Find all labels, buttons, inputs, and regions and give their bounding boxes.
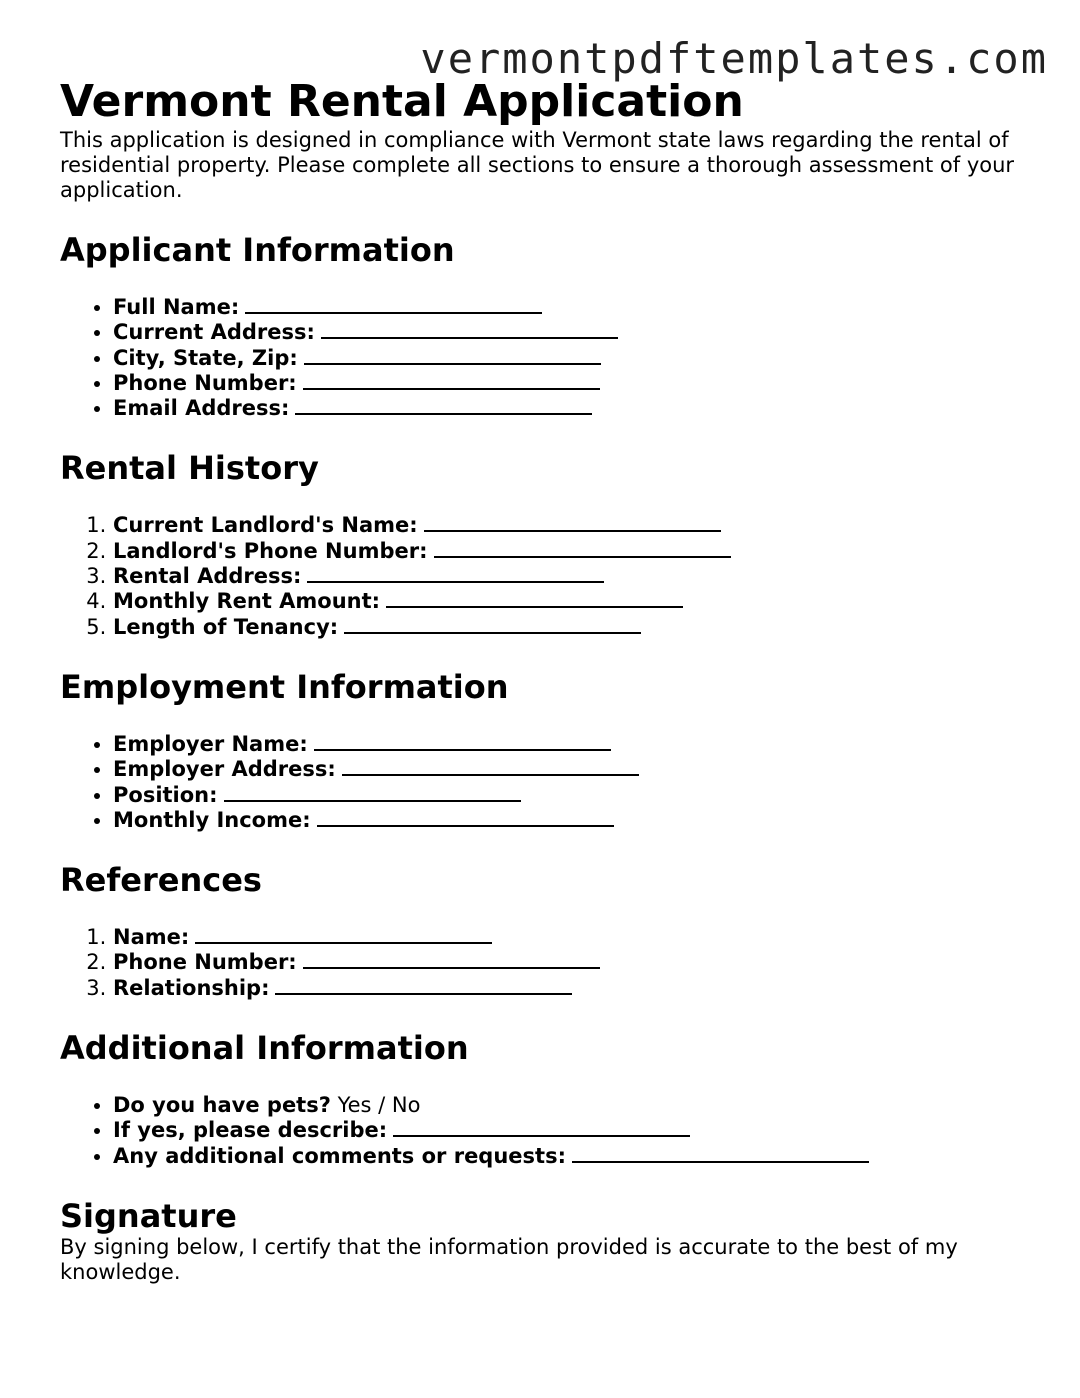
field-label: Current Address: <box>113 320 315 345</box>
list-item <box>113 1118 1040 1143</box>
fill-in-blank[interactable] <box>224 786 521 802</box>
field-label: Monthly Rent Amount: <box>113 589 381 614</box>
field-label: Do you have pets? <box>113 1093 331 1118</box>
fill-in-blank[interactable] <box>342 760 639 776</box>
fill-in-blank[interactable] <box>304 349 601 365</box>
intro-paragraph: This application is designed in compliance with Vermont state laws regarding the rental of residential property. Please complete all sections to ensure a thorough assessment of your application. <box>60 128 1015 202</box>
list-item <box>113 757 1040 782</box>
signature-paragraph: By signing below, I certify that the information provided is accurate to the best of my knowledge. <box>60 1234 958 1284</box>
list-item <box>113 589 1040 614</box>
fill-in-blank[interactable] <box>314 735 611 751</box>
field-label: Name: <box>113 925 190 950</box>
field-label: Full Name: <box>113 295 240 319</box>
field-label: Email Address: <box>113 396 290 421</box>
field-label: Employer Address: <box>113 757 336 782</box>
list-item <box>113 783 1040 808</box>
fill-in-blank[interactable] <box>195 928 492 944</box>
field-label: Length of Tenancy: <box>113 614 339 639</box>
fill-in-blank[interactable] <box>434 542 731 558</box>
document-page <box>60 76 1040 1285</box>
fill-in-blank[interactable] <box>317 811 614 827</box>
list-item <box>113 976 1040 1001</box>
list-item <box>113 564 1040 589</box>
pets-options[interactable]: Yes / No <box>337 1093 421 1118</box>
field-label: Employer Name: <box>113 731 308 756</box>
field-label: Position: <box>113 782 218 807</box>
list-item <box>113 513 1040 538</box>
rental-field-list <box>60 513 1040 639</box>
references-field-list <box>60 925 1040 1001</box>
list-item <box>113 615 1040 640</box>
employment-field-list <box>60 732 1040 833</box>
field-label: Rental Address: <box>113 564 302 589</box>
list-item <box>113 925 1040 950</box>
list-item <box>113 346 1040 371</box>
list-item <box>113 539 1040 564</box>
fill-in-blank[interactable] <box>303 374 600 390</box>
list-item <box>113 371 1040 396</box>
fill-in-blank[interactable] <box>344 618 641 634</box>
field-label: Landlord's Phone Number: <box>113 538 428 563</box>
list-item <box>113 1144 1040 1169</box>
fill-in-blank[interactable] <box>386 592 683 608</box>
section-heading-applicant: Applicant Information <box>60 231 455 269</box>
list-item <box>113 320 1040 345</box>
fill-in-blank[interactable] <box>424 516 721 532</box>
fill-in-blank[interactable] <box>321 323 618 339</box>
field-label: City, State, Zip: <box>113 345 298 370</box>
applicant-field-list <box>60 295 1040 421</box>
field-label: If yes, please describe: <box>113 1118 388 1143</box>
fill-in-blank[interactable] <box>303 953 600 969</box>
page-title: Vermont Rental Application <box>60 76 744 127</box>
fill-in-blank[interactable] <box>572 1147 869 1163</box>
list-item <box>113 1093 1040 1118</box>
list-item <box>113 950 1040 975</box>
section-heading-references: References <box>60 861 262 900</box>
field-label: Current Landlord's Name: <box>113 513 418 538</box>
list-item <box>113 808 1040 833</box>
section-heading-employment: Employment Information <box>60 667 509 706</box>
field-label: Relationship: <box>113 975 270 1000</box>
list-item <box>113 295 1040 320</box>
list-item <box>113 732 1040 757</box>
field-label: Monthly Income: <box>113 807 311 832</box>
field-label: Phone Number: <box>113 950 297 975</box>
fill-in-blank[interactable] <box>393 1121 690 1137</box>
section-heading-additional: Additional Information <box>60 1029 469 1068</box>
field-label: Any additional comments or requests: <box>113 1143 566 1168</box>
field-label: Phone Number: <box>113 370 297 395</box>
fill-in-blank[interactable] <box>275 979 572 995</box>
section-heading-rental-history: Rental History <box>60 449 319 488</box>
section-heading-signature: Signature <box>60 1196 237 1235</box>
fill-in-blank[interactable] <box>295 399 592 415</box>
watermark-text: vermontpdftemplates.com <box>420 34 1048 83</box>
additional-field-list <box>60 1093 1040 1169</box>
fill-in-blank[interactable] <box>245 298 542 314</box>
list-item <box>113 396 1040 421</box>
fill-in-blank[interactable] <box>307 567 604 583</box>
